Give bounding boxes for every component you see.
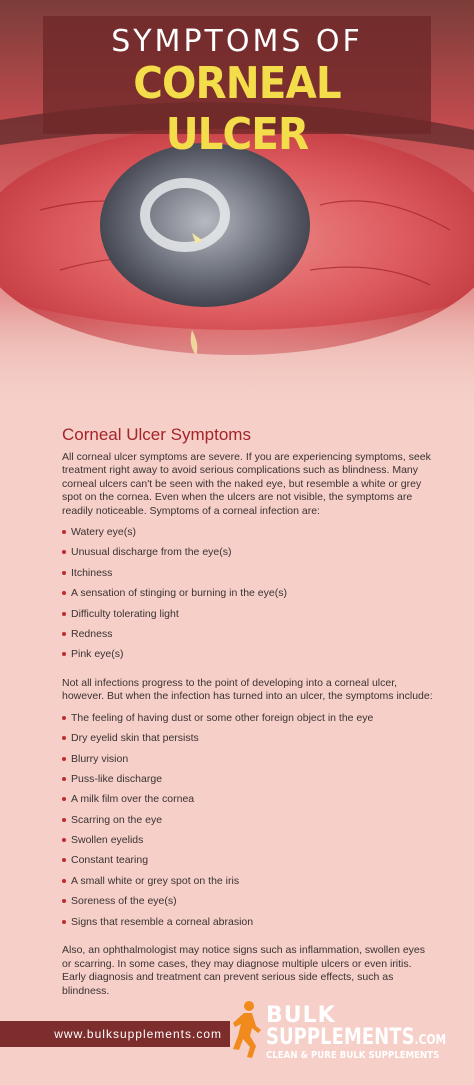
bullet-icon [62, 920, 66, 924]
section-title: Corneal Ulcer Symptoms [62, 425, 251, 444]
list-item: Dry eyelid skin that persists [62, 732, 434, 752]
bullet-icon [62, 899, 66, 903]
logo-tagline: CLEAN & PURE BULK SUPPLEMENTS [266, 1050, 440, 1061]
bullet-icon [62, 591, 66, 595]
bullet-icon [62, 716, 66, 720]
list-item: Watery eye(s) [62, 526, 434, 546]
bullet-icon [62, 612, 66, 616]
bullet-icon [62, 550, 66, 554]
list-item: Scarring on the eye [62, 814, 434, 834]
list-item: Itchiness [62, 567, 434, 587]
symptom-list-1 [62, 526, 434, 669]
bullet-icon [62, 530, 66, 534]
list-item: Constant tearing [62, 854, 434, 874]
footer-url[interactable]: www.bulksupplements.com [0, 1021, 230, 1047]
logo-domain: .COM [414, 1033, 447, 1048]
list-item: Difficulty tolerating light [62, 608, 434, 628]
list-item: Blurry vision [62, 753, 434, 773]
bullet-icon [62, 838, 66, 842]
list-item: A milk film over the cornea [62, 793, 434, 813]
list-item: Signs that resemble a corneal abrasion [62, 916, 434, 936]
intro-paragraph: All corneal ulcer symptoms are severe. If you are experiencing symptoms, seek treatment right away to avoid serious complications such as blindness. Many corneal ulcers can't be seen with the naked eye, but resemble a white or grey spot on the cornea. Even when the ulcers are not visible, the symptoms are readily noticeable. Symptoms of a corneal infection are: [62, 450, 431, 517]
list-item: A small white or grey spot on the iris [62, 875, 434, 895]
bullet-icon [62, 858, 66, 862]
bullet-icon [62, 879, 66, 883]
logo-brand-line1: BULK [266, 1003, 336, 1028]
list-item: Soreness of the eye(s) [62, 895, 434, 915]
title-line1: SYMPTOMS OF [111, 24, 363, 59]
bullet-icon [62, 571, 66, 575]
bullet-icon [62, 652, 66, 656]
list-item: The feeling of having dust or some other foreign object in the eye [62, 712, 434, 732]
list-item: A sensation of stinging or burning in the eye(s) [62, 587, 434, 607]
bullet-icon [62, 736, 66, 740]
list-item: Redness [62, 628, 434, 648]
bullet-icon [62, 777, 66, 781]
bullet-icon [62, 757, 66, 761]
bullet-icon [62, 818, 66, 822]
bullet-icon [62, 632, 66, 636]
symptom-list-2 [62, 712, 434, 936]
logo-brand-line2: SUPPLEMENTS.COM [266, 1025, 447, 1050]
bullet-icon [62, 797, 66, 801]
list-item: Unusual discharge from the eye(s) [62, 546, 434, 566]
article-content [62, 425, 434, 998]
list-item: Puss-like discharge [62, 773, 434, 793]
list-item: Pink eye(s) [62, 648, 434, 668]
runner-logo-icon [232, 1000, 262, 1060]
list-item: Swollen eyelids [62, 834, 434, 854]
outro-paragraph: Also, an ophthalmologist may notice signs such as inflammation, swollen eyes or scarring. In some cases, they may diagnose multiple ulcers or even iritis. Early diagnosis and treatment can prevent serious side effects, such as blindness. [62, 944, 426, 997]
middle-paragraph: Not all infections progress to the point of developing into a corneal ulcer, however. But when the infection has turned into an ulcer, the symptoms include: [62, 676, 433, 703]
title-line2: CORNEAL ULCER [133, 58, 341, 160]
